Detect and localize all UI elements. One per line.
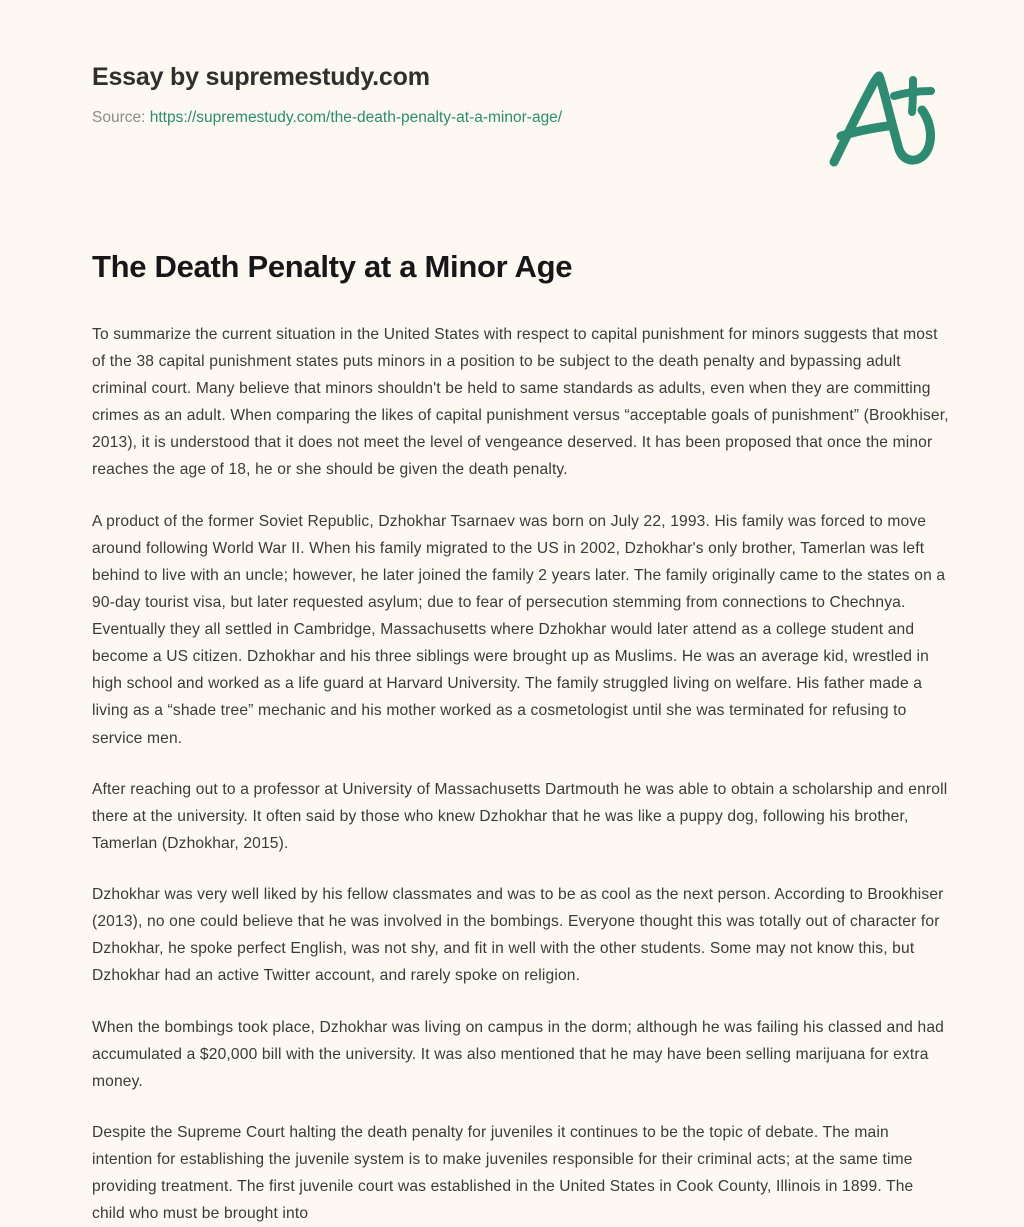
source-label: Source: bbox=[92, 109, 146, 126]
article-paragraph: Despite the Supreme Court halting the death penalty for juveniles it continues to be the topic of debate. The main intention for establishing the juvenile system is to make juveniles responsible for their criminal acts; at the same time providing treatment. The first juvenile court was established in the United States in Cook County, Illinois in 1899. The child who must be brought into bbox=[92, 1123, 914, 1223]
article-paragraph: After reaching out to a professor at University of Massachusetts Dartmouth he was able to obtain a scholarship and enroll there at the university. It often said by those who knew Dzhokhar that he was like a puppy dog, following his brother, Tamerlan (Dzhokhar, 2015). bbox=[92, 780, 948, 852]
site-logo[interactable] bbox=[818, 58, 946, 180]
article-paragraph: Dzhokhar was very well liked by his fellow classmates and was to be as cool as the next person. According to Brookhiser (2013), no one could believe that he was involved in the bombings. Everyone thought this was totally out of character for Dzhokhar, he spoke perfect English, was not shy, and fit in well with the other students. Some may not know this, but Dzhokhar had an active Twitter account, and rarely spoke on religion. bbox=[92, 886, 944, 985]
source-url-link[interactable]: https://supremestudy.com/the-death-penalty-at-a-minor-age/ bbox=[149, 109, 563, 126]
article-paragraph: To summarize the current situation in the United States with respect to capital punishment for minors suggests that most of the 38 capital punishment states puts minors in a position to be subject to the death penalty and bypassing adult criminal court. Many believe that minors shouldn't be held to same standards as adults, even when they are committing crimes as an adult. When comparing the likes of capital punishment versus “acceptable goals of punishment” (Brookhiser, 2013), it is understood that it does not meet the level of vengeance deserved. It has been proposed that once the minor reaches the age of 18, he or she should be given the death penalty. bbox=[92, 325, 949, 479]
article-body bbox=[92, 321, 950, 1227]
brand-title: Essay by supremestudy.com bbox=[92, 63, 430, 91]
article-paragraph: A product of the former Soviet Republic, Dzhokhar Tsarnaev was born on July 22, 1993. His family was forced to move around following World War II. When his family migrated to the US in 2002, Dzhokhar's only brother, Tamerlan was left behind to live with an uncle; however, he later joined the family 2 years later. The family originally came to the states on a 90-day tourist visa, but later requested asylum; due to fear of persecution stemming from connections to Chechnya. Eventually they all settled in Cambridge, Massachusetts where Dzhokhar would later attend as a college student and become a US citizen. Dzhokhar and his three siblings were brought up as Muslims. He was an average kid, wrestled in high school and worked as a life guard at Harvard University. The family struggled living on welfare. His father made a living as a “shade tree” mechanic and his mother worked as a cosmetologist until she was terminated for refusing to service men. bbox=[92, 512, 946, 747]
page-title: The Death Penalty at a Minor Age bbox=[92, 249, 573, 284]
article bbox=[92, 248, 950, 1227]
article-paragraph: When the bombings took place, Dzhokhar was living on campus in the dorm; although he was failing his classed and had accumulated a $20,000 bill with the university. It was also mentioned that he may have been selling marijuana for extra money. bbox=[92, 1018, 944, 1090]
source-line bbox=[92, 108, 932, 128]
a-plus-logo-icon bbox=[818, 58, 946, 180]
document-header bbox=[92, 62, 932, 128]
